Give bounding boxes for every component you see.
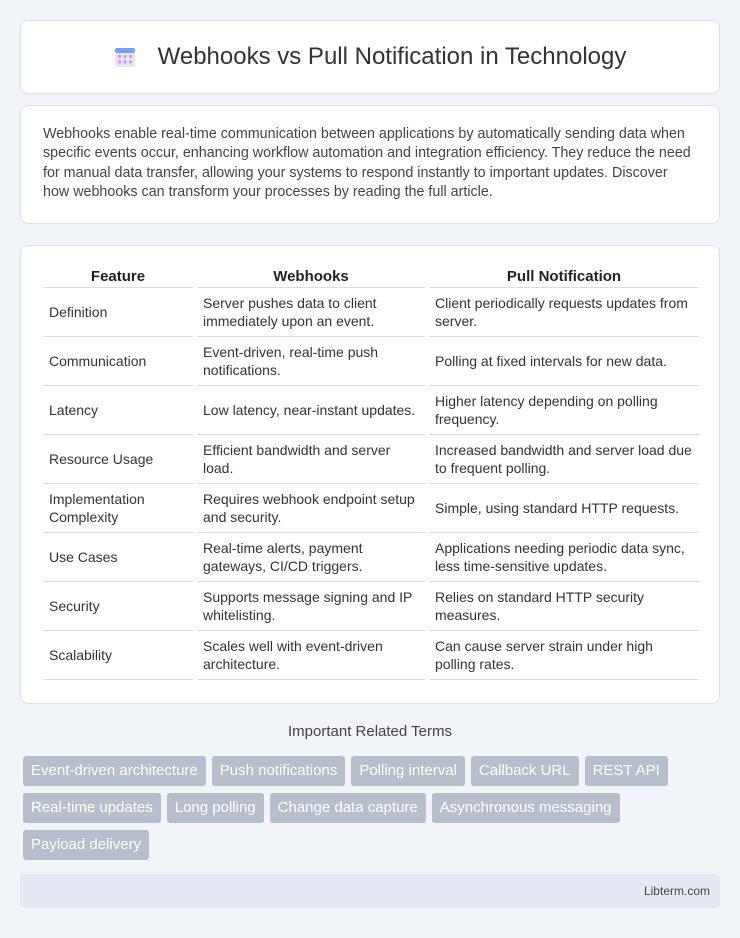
feature-cell: Scalability	[43, 631, 193, 680]
table-row	[43, 631, 699, 680]
intro-card	[20, 105, 720, 224]
webhooks-cell: Event-driven, real-time push notifications.	[197, 337, 425, 386]
page-title: Webhooks vs Pull Notification in Technology	[157, 43, 627, 70]
related-term-tag[interactable]: Polling interval	[351, 756, 465, 786]
pull-notification-cell: Higher latency depending on polling frequency.	[429, 386, 699, 435]
pull-notification-cell: Applications needing periodic data sync, less time-sensitive updates.	[429, 533, 699, 582]
table-header-row	[43, 268, 699, 288]
table-row	[43, 288, 699, 337]
webhooks-cell: Low latency, near-instant updates.	[197, 386, 425, 435]
table-row	[43, 484, 699, 533]
table-row	[43, 582, 699, 631]
related-term-tag[interactable]: Event-driven architecture	[23, 756, 206, 786]
related-terms-title: Important Related Terms	[288, 723, 452, 740]
related-term-tag[interactable]: Push notifications	[212, 756, 346, 786]
related-term-tag[interactable]: Real-time updates	[23, 793, 161, 823]
webhooks-cell: Requires webhook endpoint setup and security.	[197, 484, 425, 533]
related-term-tag[interactable]: Payload delivery	[23, 830, 149, 860]
pull-notification-cell: Relies on standard HTTP security measures.	[429, 582, 699, 631]
related-term-tag[interactable]: Change data capture	[270, 793, 426, 823]
related-term-tag[interactable]: Callback URL	[471, 756, 579, 786]
table-row	[43, 337, 699, 386]
related-term-tag[interactable]: Long polling	[167, 793, 264, 823]
column-header: Feature	[43, 268, 193, 288]
pull-notification-cell: Client periodically requests updates from server.	[429, 288, 699, 337]
webhooks-cell: Server pushes data to client immediately upon an event.	[197, 288, 425, 337]
table-row	[43, 533, 699, 582]
feature-cell: Resource Usage	[43, 435, 193, 484]
webhooks-cell: Efficient bandwidth and server load.	[197, 435, 425, 484]
comparison-table	[43, 268, 699, 680]
intro-text: Webhooks enable real-time communication between applications by automatically sending data when specific events occur, enhancing workflow automation and integration efficiency. They reduce the need for manual data transfer, allowing your systems to respond instantly to important updates. Discover how webhooks can transform your processes by reading the full article.	[43, 126, 691, 201]
feature-cell: Latency	[43, 386, 193, 435]
feature-cell: Definition	[43, 288, 193, 337]
column-header: Pull Notification	[429, 268, 699, 288]
related-terms-list	[23, 756, 713, 860]
footer-site: Libterm.com	[643, 884, 710, 898]
related-term-tag[interactable]: Asynchronous messaging	[432, 793, 620, 823]
feature-cell: Use Cases	[43, 533, 193, 582]
webhooks-cell: Supports message signing and IP whitelisting.	[197, 582, 425, 631]
column-header: Webhooks	[197, 268, 425, 288]
pull-notification-cell: Simple, using standard HTTP requests.	[429, 484, 699, 533]
related-term-tag[interactable]: REST API	[585, 756, 668, 786]
pull-notification-cell: Can cause server strain under high polling rates.	[429, 631, 699, 680]
pull-notification-cell: Increased bandwidth and server load due to frequent polling.	[429, 435, 699, 484]
table-row	[43, 435, 699, 484]
feature-cell: Communication	[43, 337, 193, 386]
header-card	[20, 20, 720, 94]
table-row	[43, 386, 699, 435]
footer	[20, 874, 720, 908]
comparison-card	[20, 245, 720, 704]
feature-cell: Implementation Complexity	[43, 484, 193, 533]
feature-cell: Security	[43, 582, 193, 631]
pull-notification-cell: Polling at fixed intervals for new data.	[429, 337, 699, 386]
calendar-icon	[114, 46, 136, 68]
webhooks-cell: Scales well with event-driven architecture.	[197, 631, 425, 680]
webhooks-cell: Real-time alerts, payment gateways, CI/CD triggers.	[197, 533, 425, 582]
